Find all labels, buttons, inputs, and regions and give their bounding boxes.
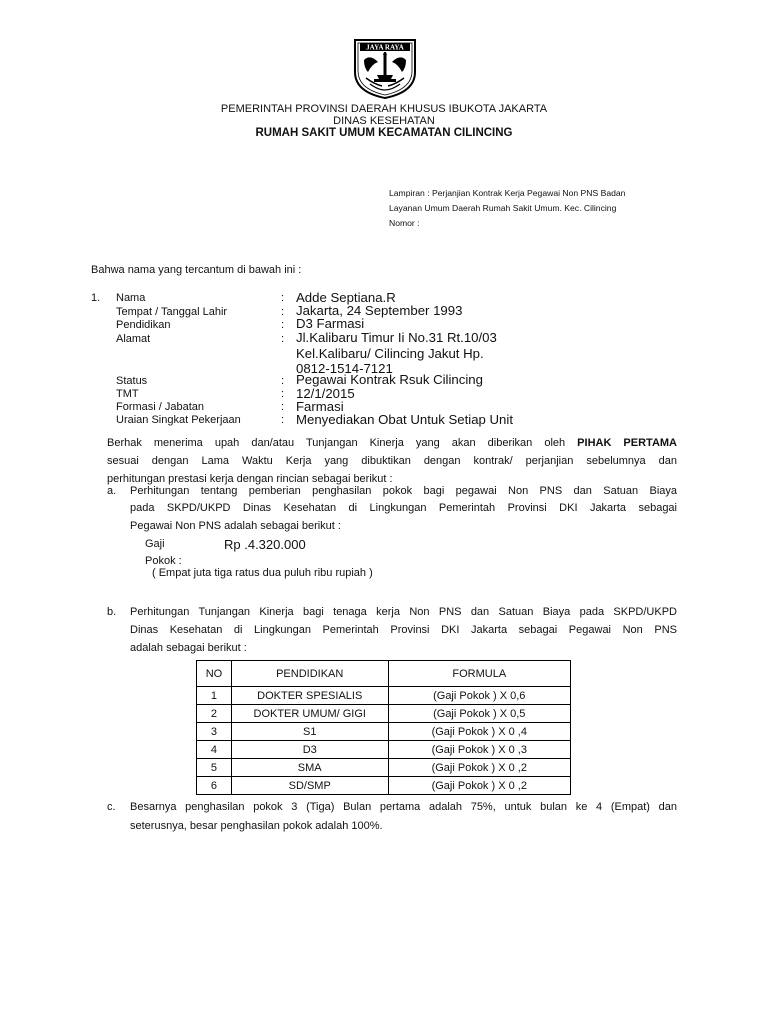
lampiran-line1: Lampiran : Perjanjian Kontrak Kerja Pegawai Non PNS Badan	[389, 188, 626, 198]
cell-no: 2	[197, 705, 232, 723]
table-row	[197, 687, 571, 705]
header-pendidikan: PENDIDIKAN	[231, 661, 388, 687]
colon: :	[281, 414, 285, 426]
table-row	[197, 723, 571, 741]
gaji-terbilang: ( Empat juta tiga ratus dua puluh ribu rupiah )	[152, 567, 373, 579]
cell-pendidikan: SD/SMP	[231, 777, 388, 795]
table-row	[197, 741, 571, 759]
header-department: DINAS KESEHATAN	[333, 115, 435, 127]
gaji-label: Gaji	[145, 538, 165, 550]
cell-formula: (Gaji Pokok ) X 0,5	[388, 705, 570, 723]
cell-no: 6	[197, 777, 232, 795]
intro-text: Bahwa nama yang tercantum di bawah ini :	[91, 264, 302, 276]
value-jabatan: Farmasi	[296, 399, 344, 414]
header-government: PEMERINTAH PROVINSI DAERAH KHUSUS IBUKOTA JAKARTA	[220, 103, 548, 115]
item-c-marker: c.	[107, 801, 116, 813]
value-alamat-1: Jl.Kalibaru Timur Ii No.31 Rt.10/03	[296, 330, 497, 345]
colon: :	[281, 292, 285, 304]
label-jabatan: Formasi / Jabatan	[116, 401, 205, 413]
cell-no: 4	[197, 741, 232, 759]
cell-pendidikan: S1	[231, 723, 388, 741]
item-a-marker: a.	[107, 485, 117, 497]
label-tmt: TMT	[116, 388, 139, 400]
value-ttl: Jakarta, 24 September 1993	[296, 303, 463, 318]
para1-line3: perhitungan prestasi kerja dengan rincian sebagai berikut :	[107, 473, 393, 485]
item-b-line2: Dinas Kesehatan di Lingkungan Pemerintah Provinsi DKI Jakarta sebagai Pegawai Non PNS	[130, 624, 677, 636]
colon: :	[281, 319, 285, 331]
employee-number: 1.	[91, 292, 101, 304]
item-a-line3: Pegawai Non PNS adalah sebagai berikut :	[130, 520, 341, 532]
para1-line2: sesuai dengan Lama Waktu Kerja yang dibuktikan dengan kontrak/ perjanjian sebelumnya dan	[107, 455, 677, 467]
cell-pendidikan: D3	[231, 741, 388, 759]
cell-pendidikan: DOKTER UMUM/ GIGI	[231, 705, 388, 723]
tunjangan-table	[196, 660, 571, 795]
value-pendidikan: D3 Farmasi	[296, 316, 365, 331]
cell-formula: (Gaji Pokok ) X 0 ,4	[388, 723, 570, 741]
value-alamat-3: 0812-1514-7121	[296, 361, 393, 376]
cell-no: 3	[197, 723, 232, 741]
value-tmt: 12/1/2015	[296, 386, 355, 401]
lampiran-line2: Layanan Umum Daerah Rumah Sakit Umum. Kec. Cilincing	[389, 203, 617, 213]
cell-pendidikan: SMA	[231, 759, 388, 777]
item-b-line1: Perhitungan Tunjangan Kinerja bagi tenaga kerja Non PNS dan Satuan Biaya pada SKPD/UKPD	[130, 606, 677, 618]
cell-pendidikan: DOKTER SPESIALIS	[231, 687, 388, 705]
colon: :	[281, 401, 285, 413]
value-alamat-2: Kel.Kalibaru/ Cilincing Jakut Hp.	[296, 346, 484, 361]
cell-formula: (Gaji Pokok ) X 0 ,3	[388, 741, 570, 759]
item-c-line1: Besarnya penghasilan pokok 3 (Tiga) Bulan pertama adalah 75%, untuk bulan ke 4 (Empat) dan	[130, 801, 677, 813]
emblem-motto: JAYA RAYA	[366, 43, 404, 52]
cell-formula: (Gaji Pokok ) X 0 ,2	[388, 777, 570, 795]
gaji-value: Rp .4.320.000	[224, 537, 306, 552]
header-formula: FORMULA	[388, 661, 570, 687]
colon: :	[281, 388, 285, 400]
pihak-pertama: PIHAK PERTAMA	[577, 437, 678, 449]
cell-no: 5	[197, 759, 232, 777]
item-c-line2: seterusnya, besar penghasilan pokok adalah 100%.	[130, 820, 383, 832]
value-nama: Adde Septiana.R	[296, 290, 396, 305]
table-row	[197, 759, 571, 777]
colon: :	[281, 333, 285, 345]
label-ttl: Tempat / Tanggal Lahir	[116, 306, 228, 318]
colon: :	[281, 306, 285, 318]
colon: :	[281, 375, 285, 387]
label-status: Status	[116, 375, 148, 387]
label-nama: Nama	[116, 292, 146, 304]
para1-line1	[107, 437, 677, 449]
pokok-label: Pokok :	[145, 555, 182, 567]
cell-formula: (Gaji Pokok ) X 0,6	[388, 687, 570, 705]
item-a-line1: Perhitungan tentang pemberian penghasilan pokok bagi pegawai Non PNS dan Satuan Biaya	[130, 485, 677, 497]
lampiran-number: Nomor :	[389, 218, 420, 228]
value-status: Pegawai Kontrak Rsuk Cilincing	[296, 372, 483, 387]
header-hospital: RUMAH SAKIT UMUM KECAMATAN CILINCING	[255, 127, 513, 139]
label-pendidikan: Pendidikan	[116, 319, 171, 331]
cell-no: 1	[197, 687, 232, 705]
item-b-marker: b.	[107, 606, 117, 618]
jakarta-emblem	[352, 38, 418, 100]
value-uraian: Menyediakan Obat Untuk Setiap Unit	[296, 412, 513, 427]
label-alamat: Alamat	[116, 333, 151, 345]
cell-formula: (Gaji Pokok ) X 0 ,2	[388, 759, 570, 777]
table-row	[197, 777, 571, 795]
item-b-line3: adalah sebagai berikut :	[130, 642, 247, 654]
item-a-line2: pada SKPD/UKPD Dinas Kesehatan di Lingkungan Pemerintah Provinsi DKI Jakarta sebagai	[130, 502, 677, 514]
table-row	[197, 705, 571, 723]
table-header-row	[197, 661, 571, 687]
label-uraian: Uraian Singkat Pekerjaan	[116, 414, 241, 426]
para1-text: Berhak menerima upah dan/atau Tunjangan Kinerja yang akan diberikan oleh	[107, 437, 578, 449]
header-no: NO	[197, 661, 232, 687]
